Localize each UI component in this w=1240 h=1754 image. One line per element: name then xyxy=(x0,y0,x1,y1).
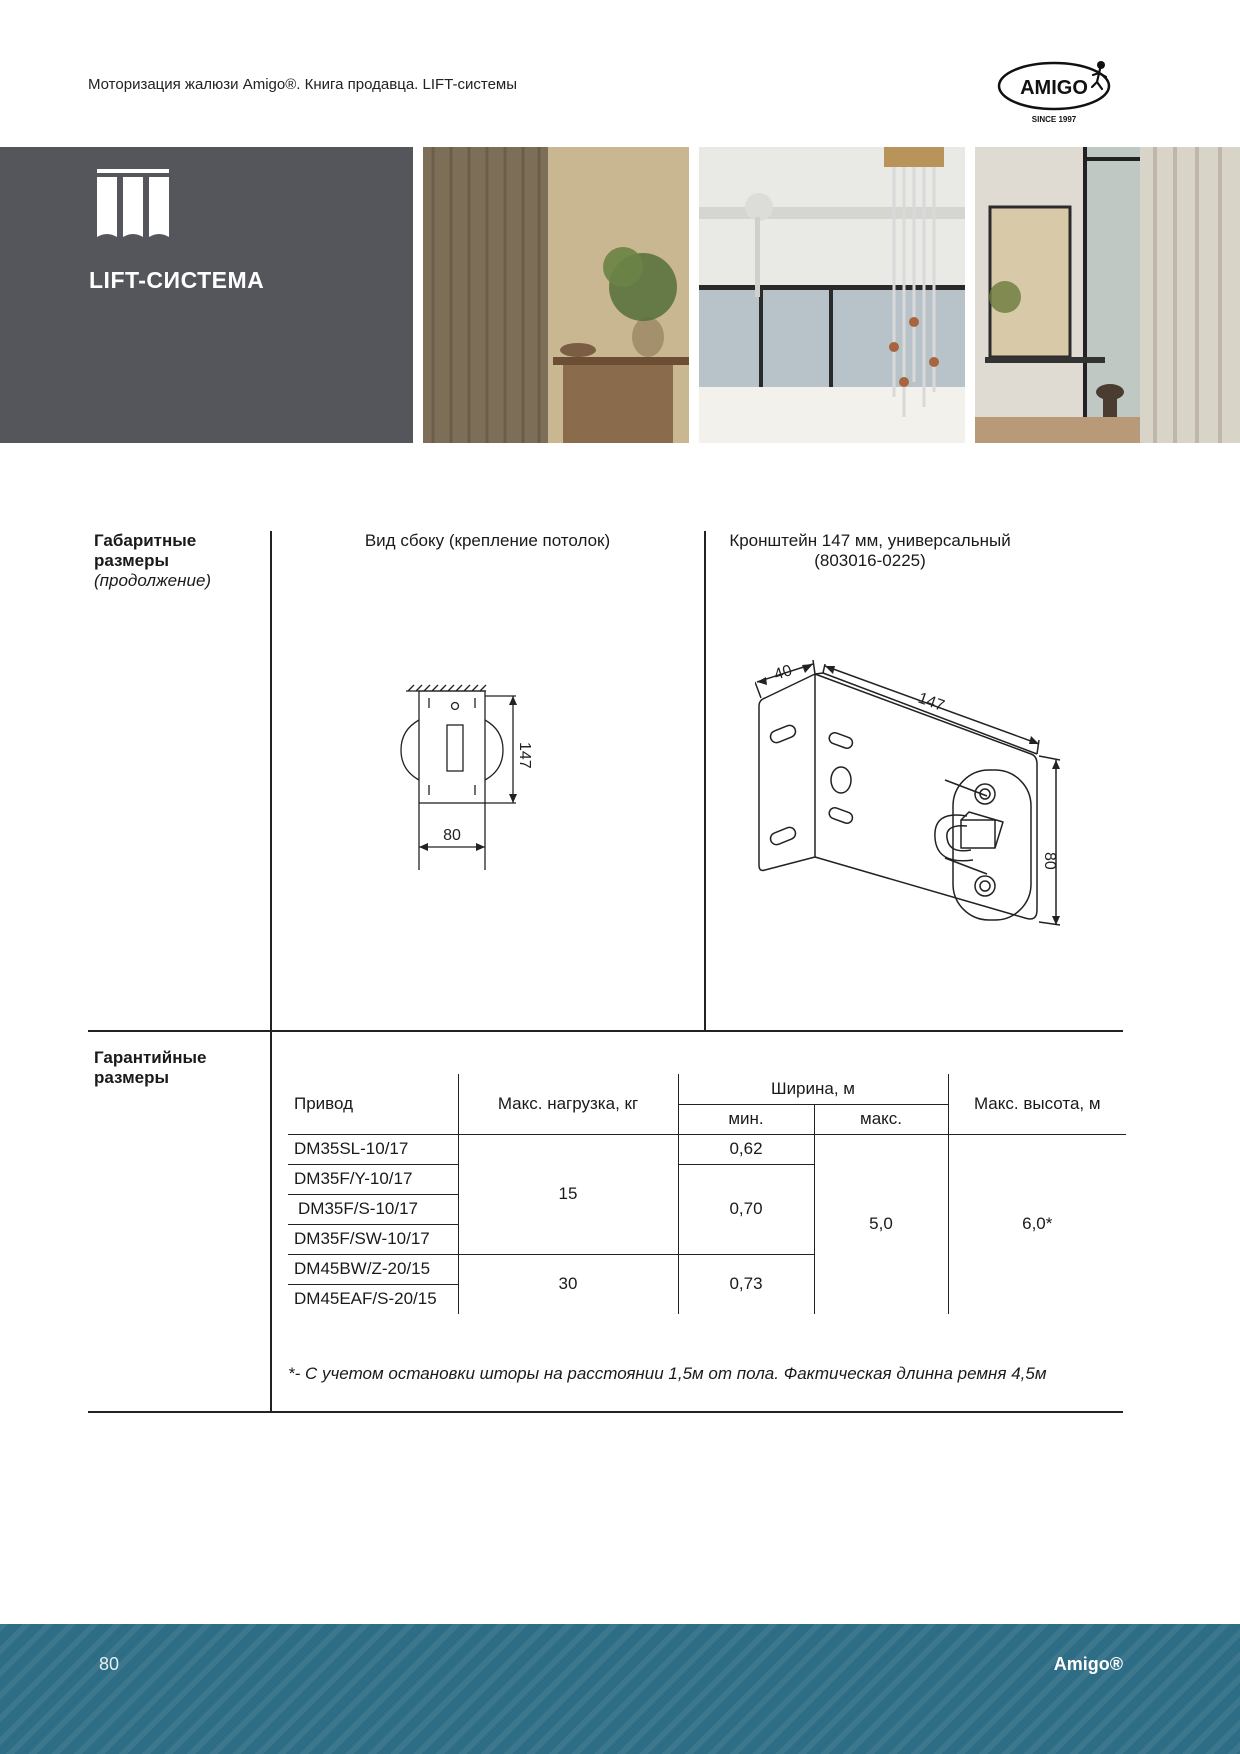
section-divider xyxy=(88,1411,1123,1413)
load-cell: 15 xyxy=(458,1134,678,1254)
side-view-title: Вид сбоку (крепление потолок) xyxy=(364,531,611,550)
bracket-title xyxy=(715,531,1025,571)
interior-curtain-photo xyxy=(975,147,1240,443)
banner-title: LIFT-СИСТЕМА xyxy=(89,267,265,293)
drive-cell: DM35F/SW-10/17 xyxy=(288,1224,458,1254)
dimensions-label: Габаритные размеры xyxy=(94,531,197,570)
min-width-cell: 0,70 xyxy=(678,1164,814,1254)
min-width-cell: 0,62 xyxy=(678,1134,814,1164)
page-footer xyxy=(0,1624,1240,1754)
curtain-photo xyxy=(423,147,689,443)
footnote: *- С учетом остановки шторы на расстоянии 1,5м от пола. Фактическая длинна ремня 4,5м xyxy=(288,1364,1047,1383)
drive-cell: DM35SL-10/17 xyxy=(288,1134,458,1164)
svg-text:40: 40 xyxy=(771,662,795,684)
warranty-table xyxy=(288,1074,1126,1314)
drive-cell: DM45BW/Z-20/15 xyxy=(288,1254,458,1284)
dimensions-section-label xyxy=(94,531,264,591)
banner-panel xyxy=(0,147,413,443)
header-width: Ширина, м xyxy=(678,1074,948,1104)
drive-cell: DM35F/Y-10/17 xyxy=(288,1164,458,1194)
svg-text:147: 147 xyxy=(915,689,947,715)
column-divider xyxy=(270,531,272,1412)
side-view-drawing xyxy=(396,680,536,880)
bracket-title-line1: Кронштейн 147 мм, универсальный xyxy=(729,531,1011,550)
table-row xyxy=(288,1134,1126,1164)
svg-text:147: 147 xyxy=(516,742,533,769)
max-width-cell: 5,0 xyxy=(814,1134,948,1314)
bracket-drawing xyxy=(755,660,1095,950)
svg-text:AMIGO: AMIGO xyxy=(1020,77,1088,99)
drive-cell: DM45EAF/S-20/15 xyxy=(288,1284,458,1314)
svg-text:SINCE 1997: SINCE 1997 xyxy=(1031,115,1077,124)
document-header: Моторизация жалюзи Amigo®. Книга продавца. LIFT-системы xyxy=(88,76,518,93)
load-cell: 30 xyxy=(458,1254,678,1314)
amigo-logo xyxy=(996,56,1126,128)
column-divider xyxy=(704,531,706,1031)
min-width-cell: 0,73 xyxy=(678,1254,814,1314)
drive-cell: DM35F/S-10/17 xyxy=(288,1194,458,1224)
max-height-cell: 6,0* xyxy=(1022,1214,1053,1234)
svg-text:80: 80 xyxy=(443,827,461,844)
header-banner xyxy=(0,147,1240,443)
lift-curtain-icon xyxy=(97,169,169,241)
bracket-title-line2: (803016-0225) xyxy=(814,551,926,570)
roller-blind-photo xyxy=(699,147,965,443)
svg-text:80: 80 xyxy=(1041,852,1058,870)
warranty-section-label: Гарантийные размеры xyxy=(94,1048,207,1087)
header-width-max: макс. xyxy=(814,1104,948,1134)
section-divider xyxy=(88,1030,1123,1032)
header-max-height: Макс. высота, м xyxy=(948,1074,1126,1134)
page-number: 80 xyxy=(99,1654,120,1674)
header-drive: Привод xyxy=(288,1074,458,1134)
dimensions-label-sub: (продолжение) xyxy=(94,571,212,590)
footer-brand: Amigo® xyxy=(1053,1654,1123,1674)
header-max-load: Макс. нагрузка, кг xyxy=(458,1074,678,1134)
header-width-min: мин. xyxy=(678,1104,814,1134)
table-header-row xyxy=(288,1074,1126,1104)
